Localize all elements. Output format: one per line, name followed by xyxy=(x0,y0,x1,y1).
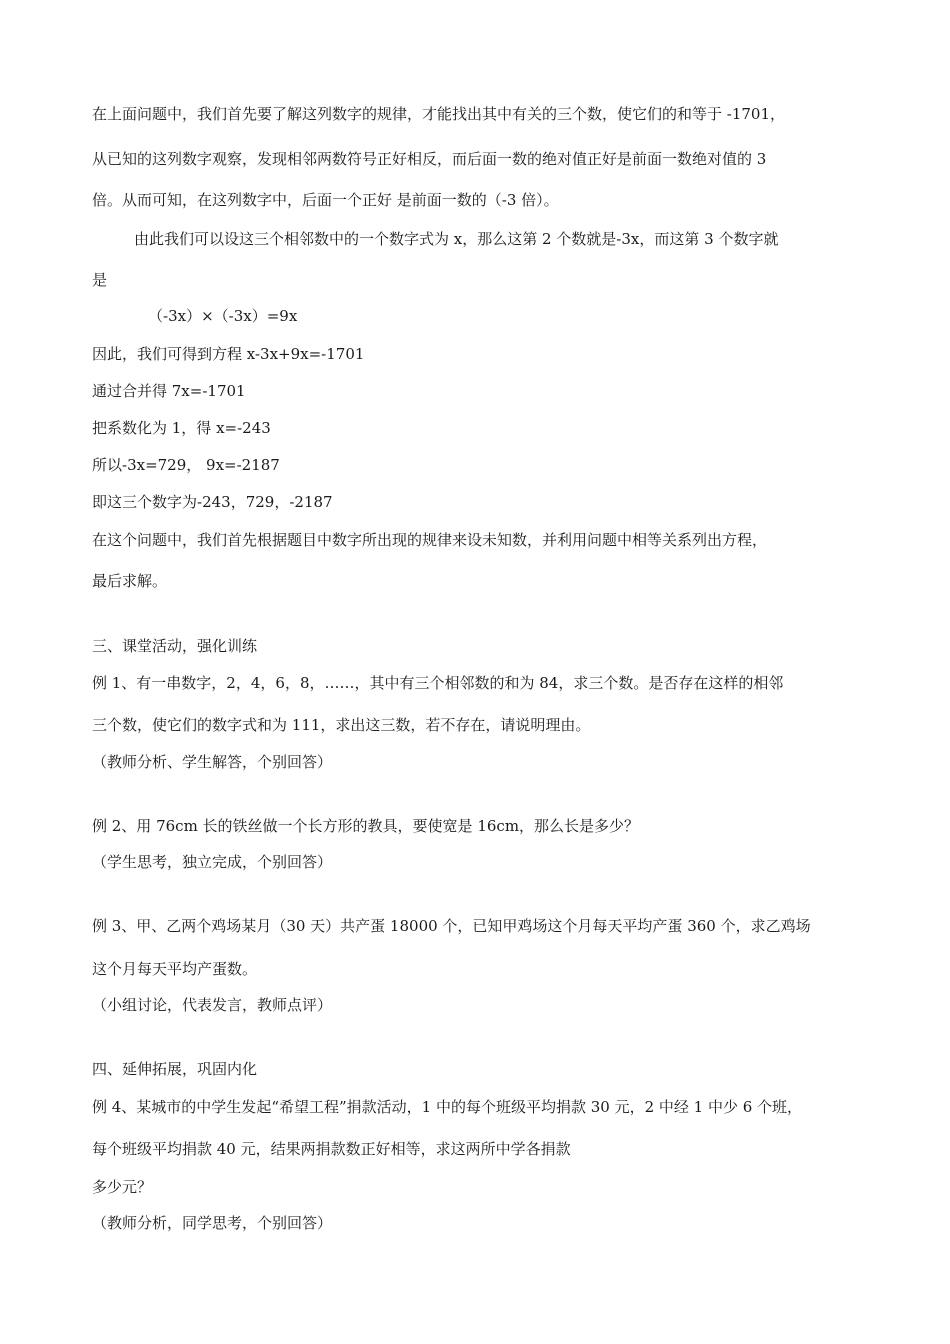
section-heading: 三、课堂活动，强化训练 xyxy=(92,637,258,655)
instruction-note: （小组讨论，代表发言，教师点评） xyxy=(92,996,333,1014)
paragraph-line: 由此我们可以设这三个相邻数中的一个数字式为 x，那么这第 2 个数就是-3x，而这第 3 个数字就 xyxy=(134,230,779,248)
example-line: 多少元？ xyxy=(92,1178,153,1196)
paragraph-line: 最后求解。 xyxy=(92,572,168,590)
section-heading: 四、延伸拓展，巩固内化 xyxy=(92,1060,258,1078)
example-line: 每个班级平均捐款 40 元，结果两捐款数正好相等，求这两所中学各捐款 xyxy=(92,1140,571,1158)
example-line: 例 1、有一串数字，2，4，6，8，……，其中有三个相邻数的和为 84，求三个数。是否存在这样的相邻 xyxy=(92,674,784,692)
paragraph-line: 倍。从而可知，在这列数字中，后面一个正好 是前面一数的（-3 倍）。 xyxy=(92,191,559,209)
paragraph-line: 即这三个数字为-243，729，-2187 xyxy=(92,493,333,511)
paragraph-line: 所以-3x=729， 9x=-2187 xyxy=(92,456,280,474)
instruction-note: （教师分析、学生解答，个别回答） xyxy=(92,753,333,771)
paragraph-line: 从已知的这列数字观察，发现相邻两数符号正好相反，而后面一数的绝对值正好是前面一数绝对值的 3 xyxy=(92,150,767,168)
example-line: 例 4、某城市的中学生发起“希望工程”捐款活动，1 中的每个班级平均捐款 30 元，2 中经 1 中少 6 个班， xyxy=(92,1098,803,1116)
instruction-note: （教师分析，同学思考，个别回答） xyxy=(92,1214,333,1232)
paragraph-line: 因此，我们可得到方程 x-3x+9x=-1701 xyxy=(92,345,365,363)
paragraph-line: 是 xyxy=(92,271,108,289)
example-line: 这个月每天平均产蛋数。 xyxy=(92,960,258,978)
example-line: 例 2、用 76cm 长的铁丝做一个长方形的教具，要使宽是 16cm，那么长是多少？ xyxy=(92,817,640,835)
example-line: 三个数，使它们的数字式和为 111，求出这三数，若不存在，请说明理由。 xyxy=(92,716,591,734)
paragraph-line: 在上面问题中，我们首先要了解这列数字的规律，才能找出其中有关的三个数，使它们的和等于 -1701， xyxy=(92,105,786,123)
equation-line: （-3x）×（-3x）=9x xyxy=(148,307,298,325)
paragraph-line: 把系数化为 1，得 x=-243 xyxy=(92,419,271,437)
paragraph-line: 在这个问题中，我们首先根据题目中数字所出现的规律来设未知数，并利用问题中相等关系列出方程， xyxy=(92,531,768,549)
instruction-note: （学生思考，独立完成，个别回答） xyxy=(92,853,333,871)
paragraph-line: 通过合并得 7x=-1701 xyxy=(92,382,246,400)
example-line: 例 3、甲、乙两个鸡场某月（30 天）共产蛋 18000 个，已知甲鸡场这个月每天平均产蛋 360 个，求乙鸡场 xyxy=(92,917,811,935)
